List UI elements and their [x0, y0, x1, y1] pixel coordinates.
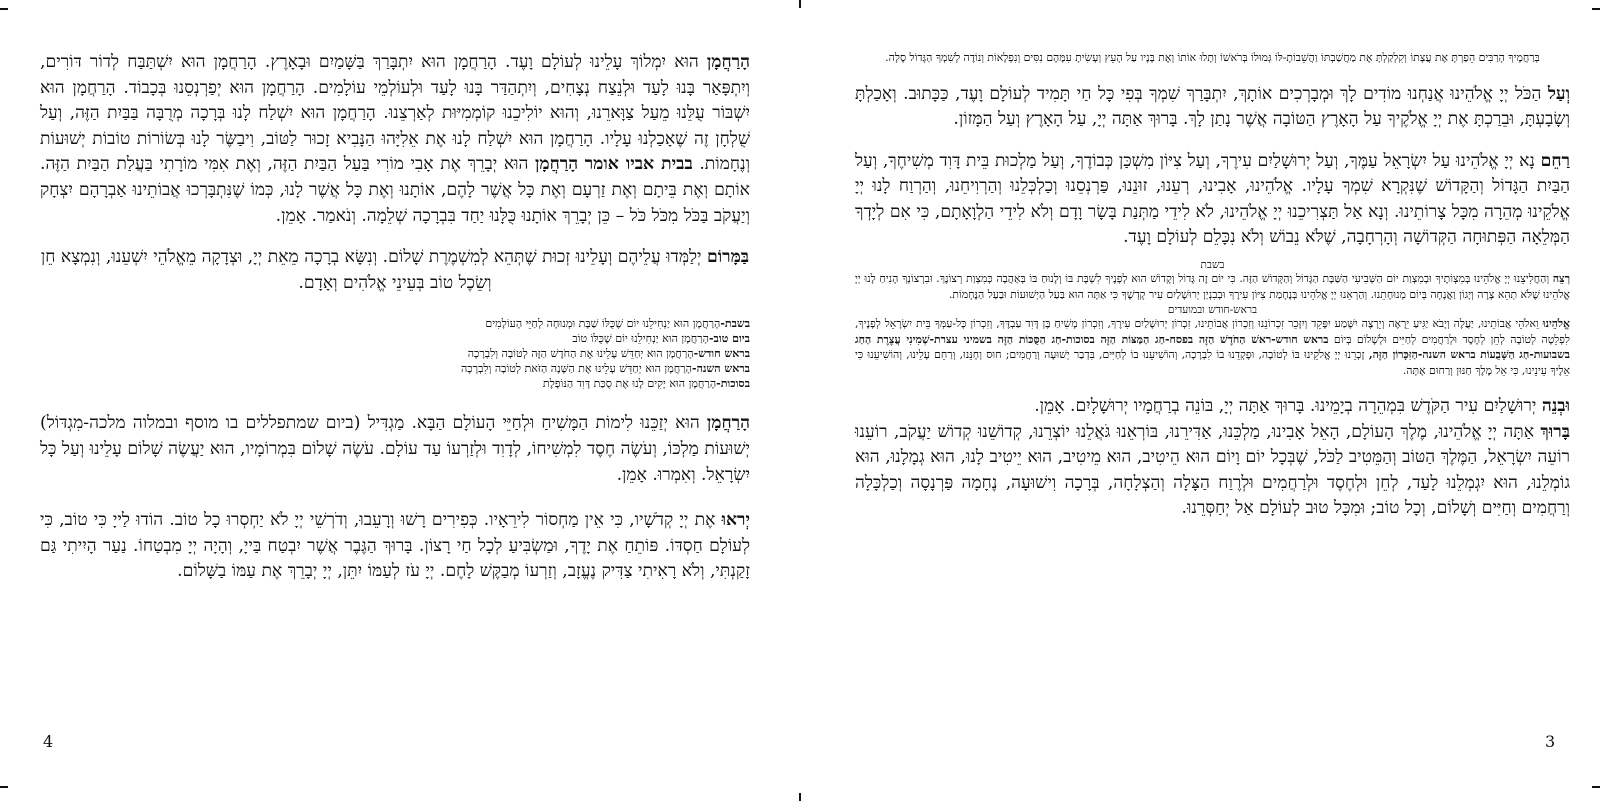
left-page-text-column [40, 50, 750, 585]
shabbat-heading: בשבת [1200, 259, 1225, 272]
bamarom-paragraph [40, 245, 750, 296]
paragraph-text: וֵאלֹהֵי אֲבוֹתֵינוּ, יַעֲלֶה וְיָבֹא יַגִּיעַ יֵרָאֶה וְיֵרָצֶה יִשָּׁמַע יִפָּקֵד וְיִזָּכֵר זִכְרוֹנֵנוּ וְזִכְרוֹן אֲבוֹתֵינוּ, זִכְרוֹן יְרוּשָׁלַיִם עִירֶךָ, וְזִכְרוֹן מָשִׁיחַ בֶּן דָּוִד עַבְדֶּךָ, וְזִכְרוֹן כָּל-עַמְּךָ בֵּית יִשְׂרָאֵל לְפָנֶיךָ, לִפְלֵטָה לְטוֹבָה לְחֵן לְחֶסֶד וּלְרַחֲמִים לְחַיִּים וּלְשָׁלוֹם בְּיוֹם [855, 317, 1570, 346]
special-day-label: בראש חודש- [693, 347, 750, 361]
special-day-text: הָרַחֲמָן הוּא יְחַדֵּשׁ עָלֵינוּ אֶת הַשָּׁנָה הַזֹּאת לְטוֹבָה וְלִבְרָכָה [460, 362, 693, 376]
yiru-paragraph [40, 508, 750, 585]
paragraph-text: וְהַחֲלִיצֵנוּ יְיָ אֱלֹהֵינוּ בְּמִצְוֹתֶיךָ וּבְמִצְוַת יוֹם הַשְּׁבִיעִי הַשַּׁבָּת הַגָּדוֹל וְהַקָּדוֹשׁ הַזֶּה. כִּי יוֹם זֶה גָּדוֹל וְקָדוֹשׁ הוּא לְפָנֶיךָ לִשְׁבָּת בּוֹ וְלָנוּחַ בּוֹ בְּאַהֲבָה כְּמִצְוַת רְצוֹנֶךָ. וּבִרְצוֹנְךָ הָנִיחַ לָנוּ יְיָ אֱלֹהֵינוּ שֶׁלֹּא תְהֵא צָרָה וְיָגוֹן וַאֲנָחָה בְּיוֹם מְנוּחָתֵנוּ. וְהַרְאֵנוּ יְיָ אֱלֹהֵינוּ בְּנֶחָמַת צִיּוֹן עִירֶךָ וּבְבִנְיַן יְרוּשָׁלַיִם עִיר קָדְשֶׁךָ כִּי אַתָּה הוּא בַּעַל הַיְשׁוּעוֹת וּבַעַל הַנֶּחָמוֹת. [855, 272, 1570, 301]
special-day-label: בשבת- [720, 317, 750, 331]
yaaleh-veyavo-paragraph [855, 316, 1570, 378]
paragraph-text: אֶת יְיָ קְדֹשָׁיו, כִּי אֵין מַחְסוֹר לִירֵאָיו. כְּפִירִים רָשׁוּ וְרָעֵבוּ, וְדֹרְשֵׁי יְיָ לֹא יַחְסְרוּ כָל טוֹב. הוֹדוּ לַייָ כִּי טוֹב, כִּי לְעוֹלָם חַסְדּוֹ. פּוֹתֵחַ אֶת יָדֶךָ, וּמַשְׂבִּיעַ לְכָל חַי רָצוֹן. בָּרוּךְ הַגֶּבֶר אֲשֶׁר יִבְטַח בַּייָ, וְהָיָה יְיָ מִבְטַחוֹ. נַעַר הָיִיתִי גַּם זָקַנְתִּי, וְלֹא רָאִיתִי צַדִּיק נֶעֱזָב, וְזַרְעוֹ מְבַקֶּשׁ לָחֶם. יְיָ עֹז לְעַמּוֹ יִתֵּן, יְיָ יְבָרֵךְ אֶת עַמּוֹ בַשָּׁלוֹם. [40, 510, 750, 582]
page-number-left: 4 [43, 732, 54, 751]
special-day-line [40, 346, 750, 361]
spacer [855, 378, 1570, 394]
special-day-text: הָרַחֲמָן הוּא יַנְחִילֵנוּ יוֹם שֶׁכֻּלּוֹ טוֹב [572, 332, 709, 346]
rachem-paragraph [855, 149, 1570, 251]
spacer [40, 391, 750, 411]
spacer [855, 251, 1570, 259]
retzei-paragraph [855, 271, 1570, 302]
special-day-line [40, 331, 750, 346]
right-page [800, 0, 1600, 801]
spacer [40, 229, 750, 245]
paragraph-text-continued: זָכְרֵנוּ יְיָ אֱלֹקֵינוּ בּוֹ לְטוֹבָה, וּפָקְדֵנוּ בוֹ לִבְרָכָה, וְהוֹשִׁיעֵנוּ בוֹ לְחַיִּים, בִּדְבַר יְשׁוּעָה וְרַחֲמִים; חוּס וְחָנֵּנוּ, וְרַחֵם עָלֵינוּ, וְהוֹשִׁיעֵנוּ כִּי אֵלֶיךָ עֵינֵינוּ, כִּי אֵל מֶלֶךְ חַנּוּן וְרַחוּם אָתָּה. [855, 348, 1570, 377]
paragraph-text-continued: הוּא יְבָרֵךְ אֶת אָבִי מוֹרִי בַּעַל הַבַּיִת הַזֶּה, וְאֶת אִמִּי מוֹרָתִי בַּעֲלַת הַבַּיִת הַזֶּה. אוֹתָם וְאֶת בֵּיתָם וְאֶת זַרְעָם וְאֶת כָּל אֲשֶׁר לָהֶם, אוֹתָנוּ וְאֶת כָּל אֲשֶׁר לָנוּ, כְּמוֹ שֶׁנִּתְבָּרְכוּ אֲבוֹתֵינוּ אַבְרָהָם יִצְחָק וְיַעֲקֹב בַּכֹּל מִכֹּל כֹּל – כֵּן יְבָרֵךְ אוֹתָנוּ כֻּלָּנוּ יַחַד בִּבְרָכָה שְׁלֵמָה. וְנֹאמַר. אָמֵן. [40, 154, 750, 226]
harachaman-paragraph [40, 50, 750, 229]
special-day-text: הָרַחֲמָן הוּא יָקִים לָנוּ אֶת סֻכַּת דָּוִד הַנּוֹפָלֶת [542, 377, 717, 391]
spacer [40, 296, 750, 316]
holiday-insertions: בראש חודש-ראשׁ הַחֹדֶשׁ הַזֶּה בפסח-חַג הַמַּצּוֹת הַזֶּה בסוכות-חַג הַסֻּכּוֹת הַזֶּה בשמיני עצרת-שְׁמִינִי עֲצֶרֶת הַחַג בשבועות-חַג הַשָּׁבֻעוֹת בראש השנה-הַזִּכָּרוֹן הַזֶּה, [855, 332, 1570, 362]
paragraph-text: הַכֹּל יְיָ אֱלֹהֵינוּ אֲנַחְנוּ מוֹדִים לָךְ וּמְבָרְכִים אוֹתָךְ, יִתְבָּרַךְ שִׁמְךָ בְּפִי כָּל חַי תָּמִיד לְעוֹלָם וָעֶד, כַּכָּתוּב. וְאָכַלְתָּ וְשָׂבָעְתָּ, וּבֵרַכְתָּ אֶת יְיָ אֱלֹקֶיךָ עַל הָאָרֶץ הַטּוֹבָה אֲשֶׁר נָתַן לָךְ. בָּרוּךְ אַתָּה יְיָ, עַל הָאָרֶץ וְעַל הַמָּזוֹן. [855, 83, 1570, 130]
spacer-text [578, 154, 585, 174]
special-day-text: הָרַחֲמָן הוּא יְחַדֵּשׁ עָלֵינוּ אֶת הַחֹדֶשׁ הַזֶּה לְטוֹבָה וְלִבְרָכָה [467, 347, 694, 361]
paragraph-text: יְלַמְּדוּ עֲלֵיהֶם וְעָלֵינוּ זְכוּת שֶׁתְּהֵא לְמִשְׁמֶרֶת שָׁלוֹם. וְנִשָּׂא בְרָכָה מֵאֵת יְיָ, וּצְדָקָה מֵאֱלֹהֵי יִשְׁעֵנוּ, וְנִמְצָא חֵן וְשֵׂכֶל טוֹב בְּעֵינֵי אֱלֹהִים וְאָדָם. [40, 247, 708, 293]
paragraph-lead-word: רַחֵם [1540, 150, 1570, 171]
rosh-chodesh-heading: בראש-חודש ובמועדים [1167, 304, 1258, 317]
paragraph-text: הוּא יִמְלוֹךְ עָלֵינוּ לְעוֹלָם וָעֶד. הָרַחֲמָן הוּא יִתְבָּרַךְ בַּשָּׁמַיִם וּבָאָרֶץ. הָרַחֲמָן הוּא יִשְׁתַּבַּח לְדוֹר דּוֹרִים, וְיִתְפָּאַר בָּנוּ לָעַד וּלְנֵצַח נְצָחִים, וְיִתְהַדַּר בָּנוּ לָעַד וּלְעוֹלְמֵי עוֹלָמִים. הָרַחֲמָן הוּא יְפַרְנְסֵנוּ בְּכָבוֹד. הָרַחֲמָן הוּא יִשְׁבּוֹר עֻלֵּנוּ מֵעַל צַוָּארֵנוּ, וְהוּא יוֹלִיכֵנוּ קוֹמְמִיּוּת לְאַרְצֵנוּ. הָרַחֲמָן הוּא יִשְׁלַח לָנוּ בְּרָכָה מְרֻבָּה בַּבַּיִת הַזֶּה, וְעַל שֻׁלְחָן זֶה שֶׁאָכַלְנוּ עָלָיו. הָרַחֲמָן הוּא יִשְׁלַח לָנוּ אֶת אֵלִיָּהוּ הַנָּבִיא זָכוּר לַטּוֹב, וִיבַשֶּׂר לָנוּ בְּשׂוֹרוֹת טוֹבוֹת יְשׁוּעוֹת וְנֶחָמוֹת. [40, 52, 751, 175]
baruch-paragraph [855, 420, 1570, 522]
paragraph-text: נָא יְיָ אֱלֹהֵינוּ עַל יִשְׂרָאֵל עַמֶּךָ, וְעַל יְרוּשָׁלַיִם עִירֶךָ, וְעַל צִיּוֹן מִשְׁכַּן כְּבוֹדֶךָ, וְעַל מַלְכוּת בֵּית דָּוִד מְשִׁיחֶךָ, וְעַל הַבַּיִת הַגָּדוֹל וְהַקָּדוֹשׁ שֶׁנִּקְרָא שִׁמְךָ עָלָיו. אֱלֹהֵינוּ, אָבִינוּ, רְעֵנוּ, זוּנֵנוּ, פַּרְנְסֵנוּ וְכַלְכְּלֵנוּ וְהַרְוִיחֵנוּ, וְהַרְוַח לָנוּ יְיָ אֱלֹקֵינוּ מְהֵרָה מִכָּל צָרוֹתֵינוּ. וְנָא אַל תַּצְרִיכֵנוּ יְיָ אֱלֹהֵינוּ, לֹא לִידֵי מַתְּנַת בָּשָׂר וָדָם וְלֹא לִידֵי הַלְוָאָתָם, כִּי אִם לְיָדְךָ הַמְּלֵאָה הַפְּתוּחָה הַקְּדוֹשָׁה וְהָרְחָבָה, שֶׁלֹּא נֵבוֹשׁ וְלֹא נִכָּלֵם לְעוֹלָם וָעֶד. [855, 150, 1570, 248]
paragraph-lead-word: אֱלֹהֵינוּ [1542, 317, 1570, 331]
paragraph-lead-word: וּבְנֵה [1541, 396, 1570, 417]
paragraph-text: אַתָּה יְיָ אֱלֹהֵינוּ, מֶלֶךְ הָעוֹלָם, הָאֵל אָבִינוּ, מַלְכֵּנוּ, אַדִּירֵנוּ, בּוֹרְאֵנוּ גֹּאֲלֵנוּ יוֹצְרֵנוּ, קְדוֹשֵׁנוּ קְדוֹשׁ יַעֲקֹב, רוֹעֵנוּ רוֹעֵה יִשְׂרָאֵל, הַמֶּלֶךְ הַטּוֹב וְהַמֵּטִיב לַכֹּל, שֶׁבְּכָל יוֹם וָיוֹם הוּא הֵיטִיב, הוּא מֵיטִיב, הוּא יֵיטִיב לָנוּ, הוּא גְמָלָנוּ, הוּא גוֹמְלֵנוּ, הוּא יִגְמְלֵנוּ לָעַד, לְחֵן וּלְחֶסֶד וּלְרַחֲמִים וּלְרֶוַח הַצָּלָה וְהַצְלָחָה, בְּרָכָה וִישׁוּעָה, נֶחָמָה פַּרְנָסָה וְכַלְכָּלָה וְרַחֲמִים וְחַיִּים וְשָׁלוֹם, וְכָל טוֹב; וּמִכָּל טוּב לְעוֹלָם אַל יְחַסְּרֵנוּ. [855, 421, 1570, 519]
uvneh-paragraph [855, 394, 1570, 420]
spacer [855, 66, 1570, 82]
special-day-line [40, 316, 750, 331]
paragraph-text: הוּא יְזַכֵּנוּ לִימוֹת הַמָּשִׁיחַ וּלְחַיֵּי הָעוֹלָם הַבָּא. מַגְדִּיל (ביום שמתפללים בו מוסף ובמלוה מלכה-מִגְדּוֹל) יְשׁוּעוֹת מַלְכּוֹ, וְעֹשֶׂה חֶסֶד לִמְשִׁיחוֹ, לְדָוִד וּלְזַרְעוֹ עַד עוֹלָם. עֹשֶׂה שָׁלוֹם בִּמְרוֹמָיו, הוּא יַעֲשֶׂה שָׁלוֹם עָלֵינוּ וְעַל כָּל יִשְׂרָאֵל. וְאִמְרוּ. אָמֵן. [40, 413, 750, 485]
special-day-line [40, 376, 750, 391]
special-day-label: ביום טוב- [708, 332, 750, 346]
al-hanissim-ending: בְּרַחֲמֶיךָ הָרַבִּים הֵפַרְתָּ אֶת עֲצָתוֹ וְקִלְקַלְתָּ אֶת מַחֲשַׁבְתּוֹ וַהֲשֵׁבוֹתָ-לּוֹ גְּמוּלוֹ בְּרֹאשׁוֹ וְתָלוּ אוֹתוֹ וְאֶת בָּנָיו עַל הָעֵץ וְעָשִׂיתָ עִמָּהֶם נִסִּים וְנִפְלָאוֹת וְנוֹדֶה לְשִׁמְךָ הַגָּדוֹל סֶלָה. [885, 51, 1540, 64]
paragraph-lead-word: וְעַל [1547, 83, 1570, 104]
page-number-right: 3 [1545, 732, 1556, 751]
harachaman-messiah-paragraph [40, 411, 750, 488]
special-day-text: הָרַחֲמָן הוּא יַנְחִילֵנוּ יוֹם שֶׁכֻּלּוֹ שַׁבָּת וּמְנוּחָה לְחַיֵּי הָעוֹלָמִים [485, 317, 721, 331]
paragraph-lead-word: רְצֵה [1552, 272, 1570, 286]
spacer [855, 133, 1570, 149]
paragraph-bold-word: הָרַחֲמָן [535, 154, 579, 175]
paragraph-lead-word: הָרַחֲמָן [706, 52, 750, 72]
right-page-text-column [855, 50, 1570, 522]
special-days-list [40, 316, 750, 391]
veal-hakol-paragraph [855, 82, 1570, 133]
paragraph-lead-word: יְראוּ [721, 510, 750, 531]
paragraph-lead-word: הָרַחֲמָן [706, 413, 750, 434]
paragraph-text: יְרוּשָׁלַיִם עִיר הַקֹּדֶשׁ בִּמְהֵרָה בְיָמֵינוּ. בָּרוּךְ אַתָּה יְיָ, בּוֹנֵה בְרַחֲמָיו יְרוּשָׁלָיִם. אָמֵן. [1034, 396, 1542, 417]
spacer [40, 488, 750, 508]
inline-instruction: בבית אביו אומר [584, 154, 693, 175]
paragraph-lead-word: בַּמָּרוֹם [707, 247, 750, 268]
special-day-label: בראש השנה- [692, 362, 750, 376]
paragraph-lead-word: בָּרוּךְ [1540, 421, 1570, 442]
special-day-line [40, 361, 750, 376]
special-day-label: בסוכות- [716, 377, 750, 391]
